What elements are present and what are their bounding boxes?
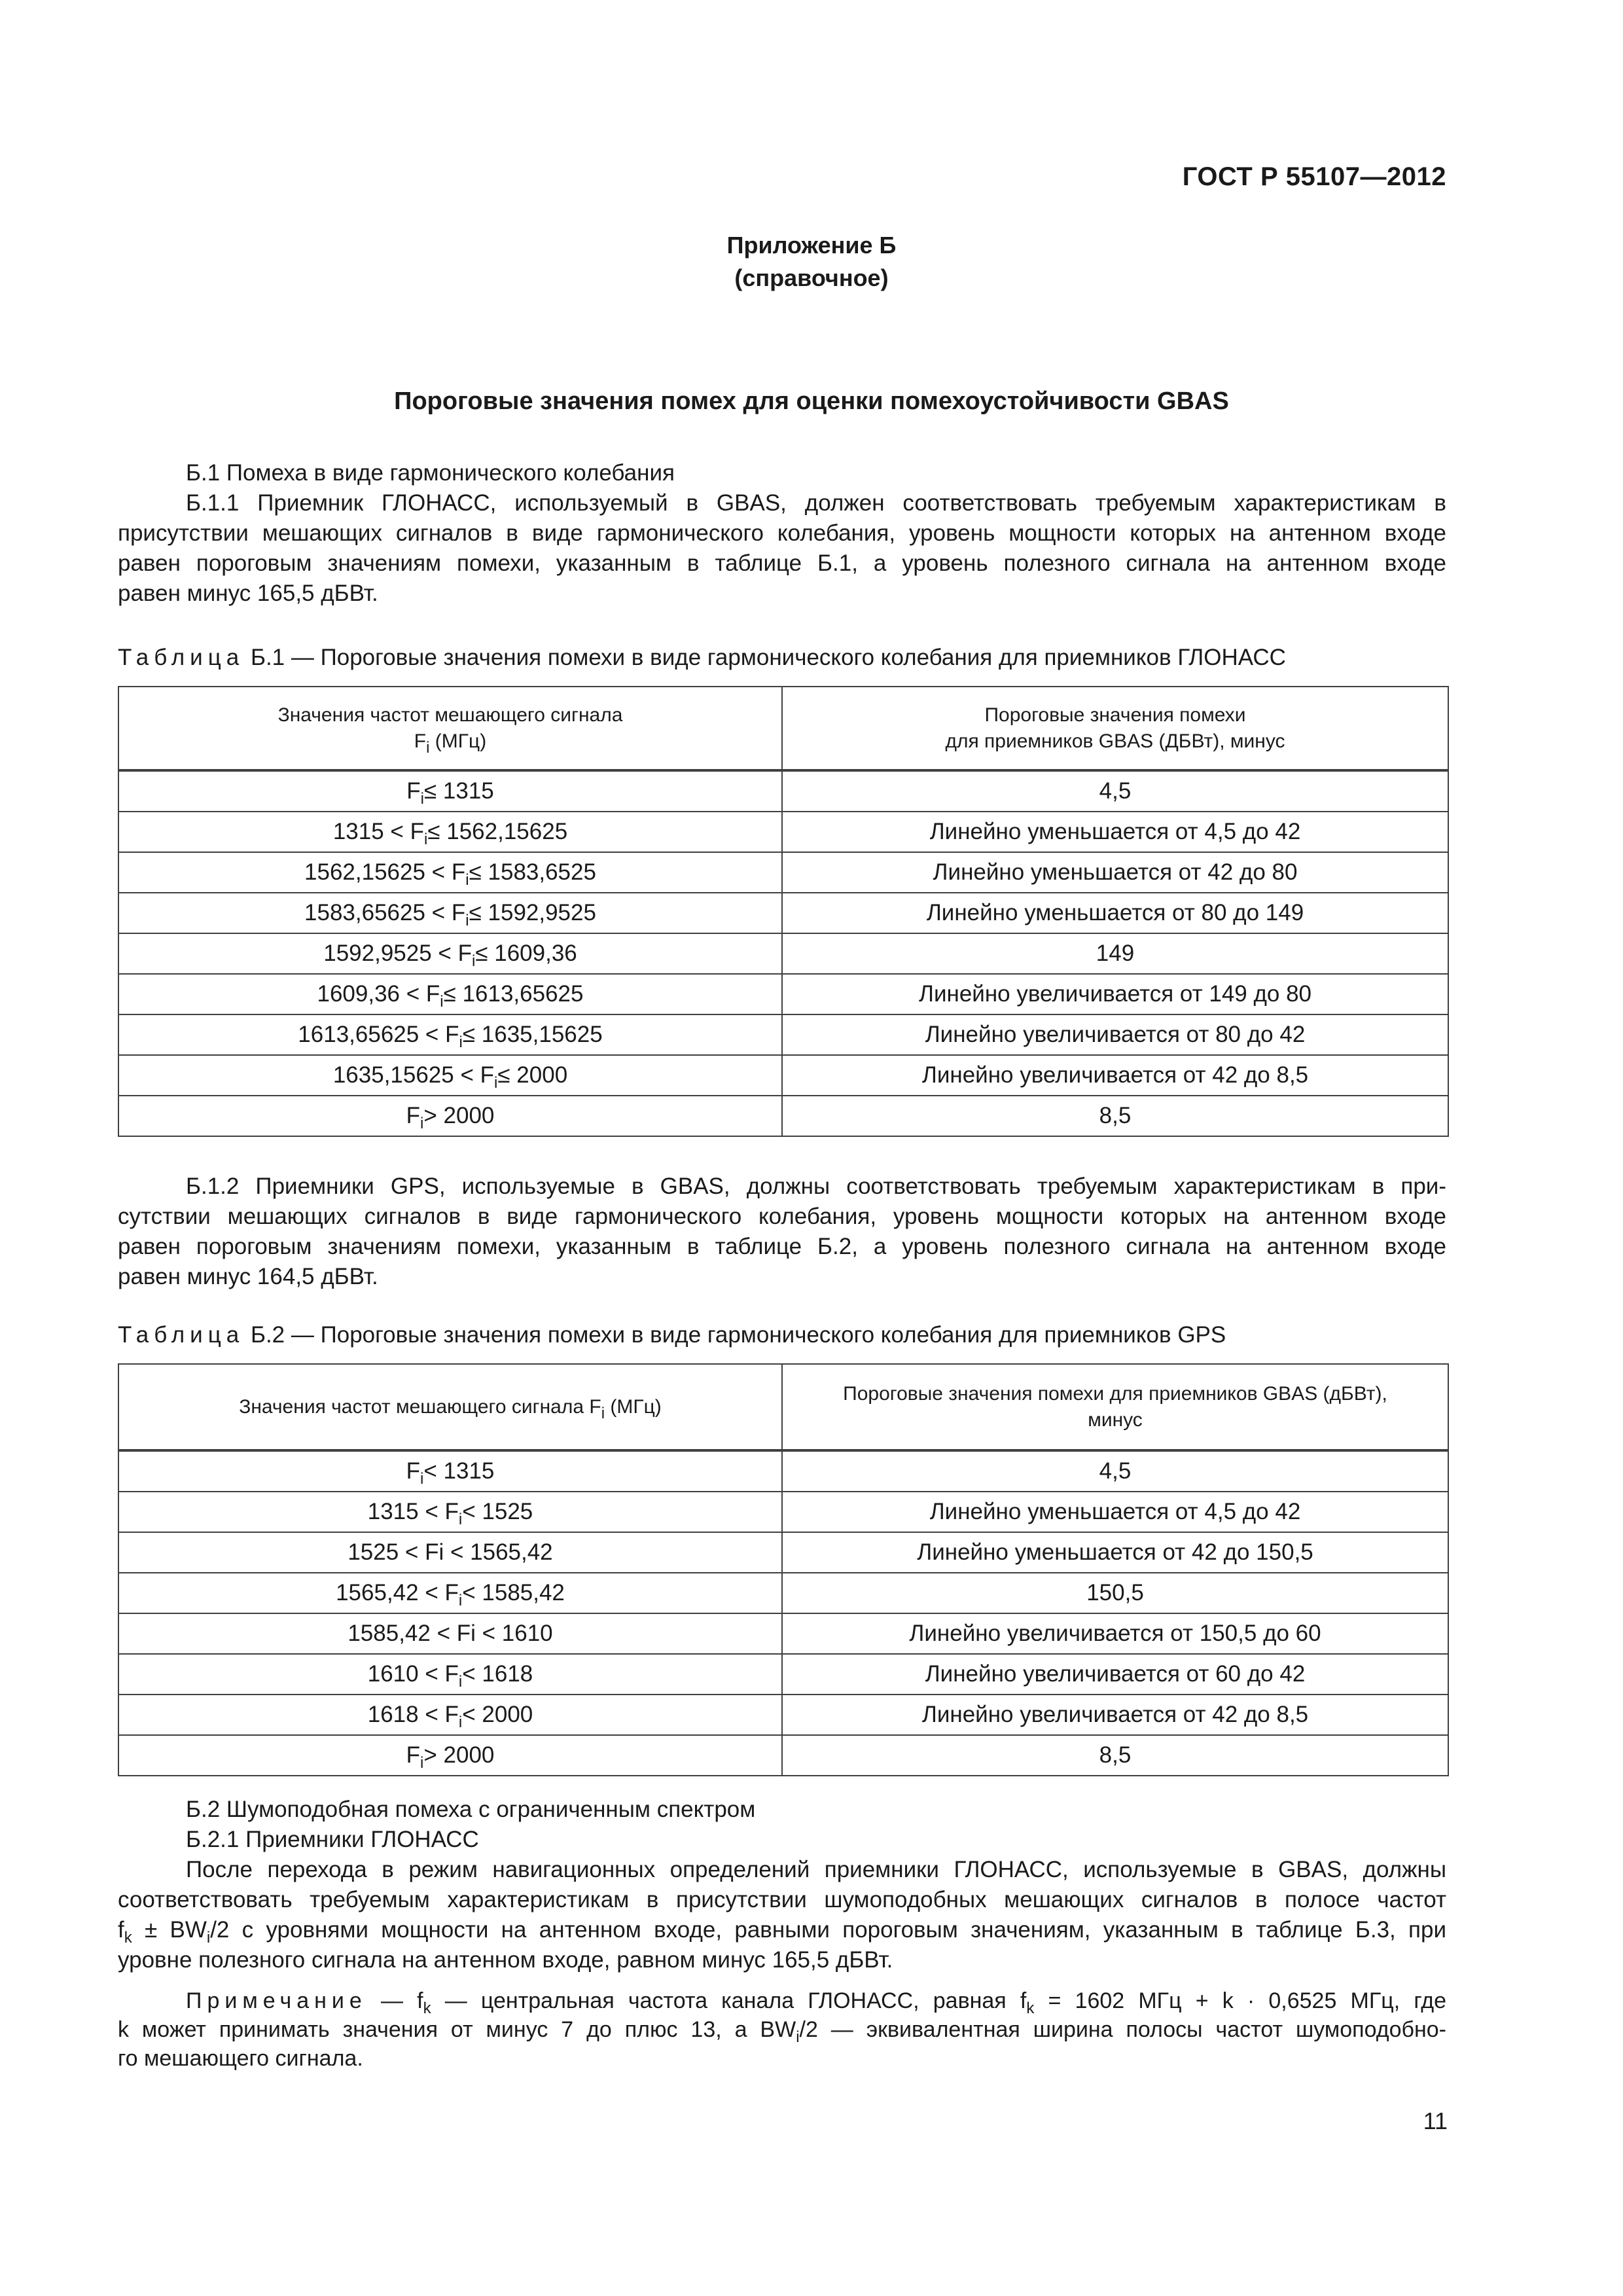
- note-line: Примечание — $f_k$ — центральная частота канала ГЛОНАСС, равная $f_k = 1602$ МГц + k · 0,6525 МГц, где: [186, 1988, 1446, 2017]
- note: [118, 1986, 1446, 2073]
- cell-threshold: 8,5: [782, 1735, 1448, 1776]
- cell-threshold: Линейно уменьшается от 4,5 до 42: [782, 812, 1448, 852]
- cell-frequency-range: 1585,42 < Fi < 1610: [118, 1613, 782, 1654]
- section-b1: [118, 458, 1446, 609]
- cell-threshold: 150,5: [782, 1573, 1448, 1613]
- paragraph-line: присутствии мешающих сигналов в виде гармонического колебания, уровень мощности которых на антенном входе: [118, 520, 1446, 546]
- table-b1: [118, 686, 1449, 1137]
- paragraph-line: соответствовать требуемым характеристикам в присутствии шумоподобных мешающих сигналов в полосе частот: [118, 1887, 1446, 1912]
- cell-frequency-range: $1613,65625 < F_i\le 1635,15625$: [118, 1014, 782, 1055]
- table-caption-word: Таблица: [118, 645, 245, 670]
- cell-threshold: Линейно увеличивается от 80 до 42: [782, 1014, 1448, 1055]
- table-b2-body: [118, 1450, 1448, 1776]
- column-header-line: $F_i$ (МГц): [414, 730, 487, 757]
- column-header-frequency: [118, 687, 782, 770]
- table-b1-caption: [118, 645, 1286, 671]
- section-b1-heading: Б.1 Помеха в виде гармонического колебания: [186, 460, 675, 486]
- table-header-row: [118, 687, 1448, 770]
- table-row: [118, 1532, 1448, 1573]
- cell-frequency-range: 1525 < Fi < 1565,42: [118, 1532, 782, 1573]
- table-caption-text: Б.1 — Пороговые значения помехи в виде гармонического колебания для приемников ГЛОНАСС: [250, 645, 1286, 670]
- column-header-threshold: [782, 687, 1448, 770]
- cell-threshold: Линейно уменьшается от 42 до 150,5: [782, 1532, 1448, 1573]
- column-header-line: Пороговые значения помехи: [984, 704, 1246, 726]
- note-line: го мешающего сигнала.: [118, 2046, 363, 2071]
- cell-threshold: Линейно увеличивается от 149 до 80: [782, 974, 1448, 1014]
- cell-frequency-range: $1592,9525 < F_i\le 1609,36$: [118, 933, 782, 974]
- table-row: [118, 1014, 1448, 1055]
- table-caption-text: Б.2 — Пороговые значения помехи в виде гармонического колебания для приемников GPS: [250, 1322, 1226, 1348]
- cell-frequency-range: $1315 < F_i\le 1562,15625$: [118, 812, 782, 852]
- paragraph-line: равен минус 165,5 дБВт.: [118, 581, 378, 606]
- cell-frequency-range: $F_i> 2000$: [118, 1096, 782, 1136]
- cell-frequency-range: $F_i\le 1315$: [118, 770, 782, 812]
- paragraph-line: равен минус 164,5 дБВт.: [118, 1264, 378, 1289]
- cell-threshold: Линейно уменьшается от 42 до 80: [782, 852, 1448, 893]
- paragraph-line: равен пороговым значениям помехи, указанным в таблице Б.2, а уровень полезного сигнала на антенном входе: [118, 1234, 1446, 1259]
- annex-title: Пороговые значения помех для оценки помехоустойчивости GBAS: [394, 387, 1229, 415]
- table-row: [118, 1573, 1448, 1613]
- table-row: [118, 852, 1448, 893]
- cell-frequency-range: $1565,42 < F_i< 1585,42$: [118, 1573, 782, 1613]
- table-row: [118, 1055, 1448, 1096]
- table-b1-body: [118, 770, 1448, 1136]
- cell-frequency-range: $1562,15625 < F_i\le 1583,6525$: [118, 852, 782, 893]
- column-header-frequency: Значения частот мешающего сигнала $F_i$ (МГц): [118, 1364, 782, 1450]
- cell-threshold: 149: [782, 933, 1448, 974]
- section-b2-heading: Б.2 Шумоподобная помеха с ограниченным спектром: [186, 1797, 756, 1822]
- table-b2: [118, 1363, 1449, 1776]
- paragraph-line: сутствии мешающих сигналов в виде гармонического колебания, уровень мощности которых на антенном входе: [118, 1204, 1446, 1229]
- cell-frequency-range: $1609,36 < F_i\le 1613,65625$: [118, 974, 782, 1014]
- table-row: [118, 1613, 1448, 1654]
- annex-status: (справочное): [734, 264, 889, 291]
- cell-threshold: Линейно уменьшается от 80 до 149: [782, 893, 1448, 933]
- annex-header: [0, 229, 1623, 295]
- section-b12: [118, 1172, 1446, 1292]
- cell-frequency-range: $1583,65625 < F_i\le 1592,9525$: [118, 893, 782, 933]
- table-caption-word: Таблица: [118, 1322, 245, 1348]
- cell-threshold: Линейно увеличивается от 150,5 до 60: [782, 1613, 1448, 1654]
- cell-threshold: Линейно увеличивается от 42 до 8,5: [782, 1695, 1448, 1735]
- cell-frequency-range: $F_i< 1315$: [118, 1450, 782, 1492]
- cell-frequency-range: $1315 < F_i< 1525$: [118, 1492, 782, 1532]
- table-row: [118, 1096, 1448, 1136]
- table-b2-caption: [118, 1322, 1226, 1348]
- table-row: [118, 770, 1448, 812]
- cell-threshold: 4,5: [782, 770, 1448, 812]
- table-row: [118, 1735, 1448, 1776]
- note-line: k может принимать значения от минус 7 до плюс 13, а $BW_i/2$ — эквивалентная ширина полосы частот шумоподобно-: [118, 2017, 1446, 2046]
- paragraph-line: После перехода в режим навигационных определений приемники ГЛОНАСС, используемые в GBAS, должны: [186, 1857, 1446, 1882]
- paragraph-line: уровне полезного сигнала на антенном входе, равном минус 165,5 дБВт.: [118, 1947, 893, 1973]
- table-row: [118, 1695, 1448, 1735]
- paragraph-line: $f_k \pm BW_i/2$ с уровнями мощности на антенном входе, равными пороговым значениям, указанным в таблице Б.3, при: [118, 1917, 1446, 1946]
- column-header-line: минус: [1088, 1408, 1143, 1431]
- paragraph-line: Б.1.1 Приемник ГЛОНАСС, используемый в GBAS, должен соответствовать требуемым характеристикам в: [186, 490, 1446, 516]
- table-row: [118, 893, 1448, 933]
- table-row: [118, 1654, 1448, 1695]
- page-number: 11: [1423, 2108, 1448, 2134]
- cell-frequency-range: $1610 < F_i< 1618$: [118, 1654, 782, 1695]
- column-header-line: для приемников GBAS (ДБВт), минус: [945, 730, 1285, 752]
- cell-frequency-range: $F_i> 2000$: [118, 1735, 782, 1776]
- cell-threshold: 8,5: [782, 1096, 1448, 1136]
- note-label: Примечание: [186, 1988, 367, 2013]
- cell-frequency-range: $1618 < F_i< 2000$: [118, 1695, 782, 1735]
- table-row: [118, 1450, 1448, 1492]
- column-header-line: Пороговые значения помехи для приемников GBAS (дБВт),: [843, 1382, 1387, 1405]
- table-row: [118, 1492, 1448, 1532]
- column-header-line: Значения частот мешающего сигнала: [277, 704, 623, 726]
- section-b21-heading: Б.2.1 Приемники ГЛОНАСС: [186, 1827, 479, 1852]
- table-row: [118, 974, 1448, 1014]
- cell-threshold: Линейно увеличивается от 42 до 8,5: [782, 1055, 1448, 1096]
- table-row: [118, 812, 1448, 852]
- section-b2: [118, 1795, 1446, 1975]
- cell-threshold: 4,5: [782, 1450, 1448, 1492]
- cell-threshold: Линейно увеличивается от 60 до 42: [782, 1654, 1448, 1695]
- table-row: [118, 933, 1448, 974]
- paragraph-line: равен пороговым значениям помехи, указанным в таблице Б.1, а уровень полезного сигнала на антенном входе: [118, 550, 1446, 576]
- table-header-row: [118, 1364, 1448, 1450]
- annex-label: Приложение Б: [726, 232, 897, 259]
- cell-frequency-range: $1635,15625 < F_i\le 2000$: [118, 1055, 782, 1096]
- cell-threshold: Линейно уменьшается от 4,5 до 42: [782, 1492, 1448, 1532]
- document-code: ГОСТ Р 55107—2012: [1182, 162, 1446, 191]
- column-header-threshold: [782, 1364, 1448, 1450]
- paragraph-line: Б.1.2 Приемники GPS, используемые в GBAS, должны соответствовать требуемым характеристикам в при-: [186, 1174, 1446, 1199]
